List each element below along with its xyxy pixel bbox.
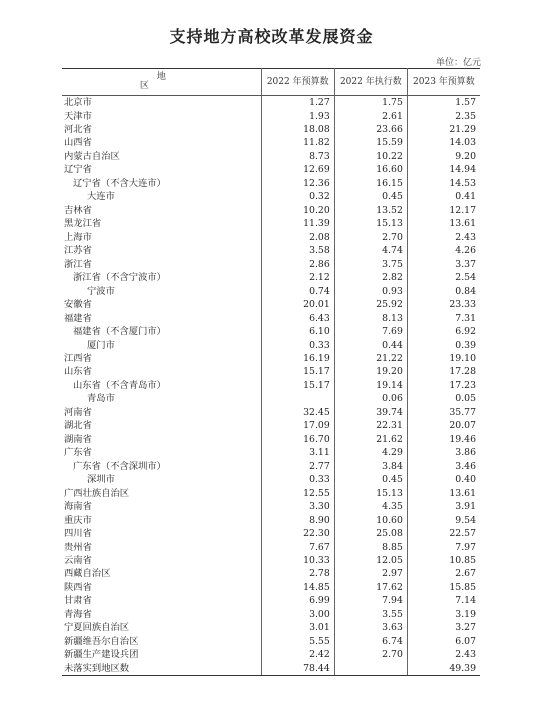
table-row [62, 514, 480, 527]
budget-2022-cell: 0.74 [261, 285, 334, 298]
table-row [62, 460, 480, 473]
actual-2022-cell: 8.13 [334, 312, 407, 325]
actual-2022-cell: 17.62 [334, 581, 407, 594]
table-row [62, 594, 480, 607]
region-cell: 湖北省 [62, 419, 261, 432]
budget-2023-cell: 3.86 [455, 447, 476, 459]
budget-2023-cell: 23.33 [449, 299, 476, 311]
table-row [62, 163, 480, 176]
region-cell: 宁夏回族自治区 [62, 621, 261, 634]
table-row [62, 567, 480, 580]
table-row [62, 365, 480, 378]
actual-2022-cell: 39.74 [334, 406, 407, 419]
budget-2023-cell: 9.20 [455, 150, 476, 162]
table-row [62, 540, 480, 553]
budget-2023-cell: 2.54 [455, 272, 476, 284]
table-row [62, 325, 480, 338]
budget-2022-cell: 18.08 [261, 123, 334, 136]
actual-2022-cell: 0.06 [334, 392, 407, 405]
table-row [62, 581, 480, 594]
budget-2023-cell: 49.39 [407, 662, 480, 676]
region-cell: 河南省 [62, 406, 261, 419]
budget-2022-cell: 1.27 [261, 96, 334, 110]
actual-2022-cell: 25.08 [334, 527, 407, 540]
budget-2023-cell: 35.77 [449, 406, 476, 418]
page-title: 支持地方高校改革发展资金 [169, 27, 374, 46]
region-cell: 山东省 [62, 365, 261, 378]
actual-2022-cell: 0.45 [334, 473, 407, 486]
budget-2023-cell: 2.35 [455, 110, 476, 122]
actual-2022-cell: 25.92 [334, 298, 407, 311]
table-row [62, 554, 480, 567]
budget-2023-cell: 15.85 [449, 581, 476, 593]
table-body [62, 96, 480, 676]
budget-2022-cell: 6.43 [261, 312, 334, 325]
budget-2023-cell: 0.39 [455, 339, 476, 351]
budget-2023-cell: 0.05 [455, 393, 476, 405]
budget-2022-cell: 14.85 [261, 581, 334, 594]
budget-2023-cell: 10.85 [449, 555, 476, 567]
actual-2022-cell: 2.82 [334, 271, 407, 284]
budget-2022-cell: 10.33 [261, 554, 334, 567]
budget-2022-cell: 10.20 [261, 204, 334, 217]
region-cell: 新疆维吾尔自治区 [62, 635, 261, 648]
actual-2022-cell: 10.60 [334, 514, 407, 527]
budget-2023-cell: 7.97 [455, 541, 476, 553]
budget-2022-cell: 11.39 [261, 217, 334, 230]
budget-2022-cell: 5.55 [261, 635, 334, 648]
table-row [62, 621, 480, 634]
actual-2022-cell: 19.14 [334, 379, 407, 392]
actual-2022-cell: 3.75 [334, 258, 407, 271]
region-cell: 江苏省 [62, 244, 261, 257]
region-cell: 内蒙古自治区 [62, 150, 261, 163]
budget-2022-cell: 12.55 [261, 487, 334, 500]
budget-2022-cell: 11.82 [261, 136, 334, 149]
budget-2023-cell: 3.91 [455, 501, 476, 513]
actual-2022-cell: 8.85 [334, 540, 407, 553]
budget-2022-cell: 6.10 [261, 325, 334, 338]
budget-2022-cell: 0.33 [261, 473, 334, 486]
table-row [62, 527, 480, 540]
table-row [62, 379, 480, 392]
budget-2022-cell: 8.73 [261, 150, 334, 163]
budget-2023-cell: 13.61 [449, 218, 476, 230]
budget-2023-cell: 6.92 [455, 326, 476, 338]
actual-2022-cell: 12.05 [334, 554, 407, 567]
actual-2022-cell [334, 662, 407, 676]
budget-2023-cell: 0.40 [455, 474, 476, 486]
header-2022-budget: 2022 年预算数 [261, 69, 334, 96]
table-row [62, 608, 480, 621]
actual-2022-cell: 2.70 [334, 231, 407, 244]
actual-2022-cell: 21.22 [334, 352, 407, 365]
actual-2022-cell: 16.15 [334, 177, 407, 190]
table-row [62, 217, 480, 230]
region-cell: 广东省（不含深圳市） [62, 460, 261, 473]
region-cell: 上海市 [62, 231, 261, 244]
region-cell: 海南省 [62, 500, 261, 513]
table-row [62, 338, 480, 351]
budget-2023-cell: 0.41 [455, 191, 476, 203]
budget-2022-cell: 0.32 [261, 190, 334, 203]
budget-2023-cell: 17.28 [449, 366, 476, 378]
actual-2022-cell: 6.74 [334, 635, 407, 648]
actual-2022-cell: 4.35 [334, 500, 407, 513]
actual-2022-cell: 2.70 [334, 648, 407, 661]
budget-2023-cell: 0.84 [455, 285, 476, 297]
budget-2023-cell: 14.03 [449, 137, 476, 149]
region-cell: 山西省 [62, 136, 261, 149]
budget-2022-cell: 22.30 [261, 527, 334, 540]
budget-2023-cell: 17.23 [449, 379, 476, 391]
budget-2022-cell: 15.17 [261, 379, 334, 392]
budget-2022-cell: 32.45 [261, 406, 334, 419]
budget-2022-cell: 12.36 [261, 177, 334, 190]
region-cell: 厦门市 [62, 338, 261, 351]
budget-2023-cell: 14.53 [449, 177, 476, 189]
region-cell: 重庆市 [62, 514, 261, 527]
table-row [62, 123, 480, 136]
region-cell: 云南省 [62, 554, 261, 567]
region-cell: 吉林省 [62, 204, 261, 217]
table-row [62, 419, 480, 432]
actual-2022-cell: 21.62 [334, 433, 407, 446]
table-row [62, 177, 480, 190]
budget-2022-cell: 16.19 [261, 352, 334, 365]
budget-2022-cell: 20.01 [261, 298, 334, 311]
region-cell: 浙江省 [62, 258, 261, 271]
table-row [62, 150, 480, 163]
actual-2022-cell: 3.84 [334, 460, 407, 473]
table-row [62, 244, 480, 257]
budget-2022-cell: 2.78 [261, 567, 334, 580]
region-cell: 青岛市 [62, 392, 261, 405]
table-row [62, 136, 480, 149]
region-cell: 江西省 [62, 352, 261, 365]
table-row [62, 662, 480, 676]
budget-2022-cell: 12.69 [261, 163, 334, 176]
budget-2022-cell: 0.33 [261, 338, 334, 351]
region-cell: 深圳市 [62, 473, 261, 486]
region-cell: 河北省 [62, 123, 261, 136]
budget-2022-cell: 2.12 [261, 271, 334, 284]
actual-2022-cell: 23.66 [334, 123, 407, 136]
budget-2022-cell: 6.99 [261, 594, 334, 607]
region-cell: 宁波市 [62, 285, 261, 298]
budget-2022-cell: 3.30 [261, 500, 334, 513]
budget-2022-cell: 16.70 [261, 433, 334, 446]
table-row [62, 352, 480, 365]
actual-2022-cell: 0.93 [334, 285, 407, 298]
table-row [62, 500, 480, 513]
budget-2022-cell: 2.08 [261, 231, 334, 244]
budget-2023-cell: 21.29 [449, 124, 476, 136]
actual-2022-cell: 0.44 [334, 338, 407, 351]
region-cell: 陕西省 [62, 581, 261, 594]
budget-2023-cell: 19.10 [449, 352, 476, 364]
budget-2023-cell: 2.43 [455, 649, 476, 661]
budget-2023-cell: 12.17 [449, 204, 476, 216]
actual-2022-cell: 2.61 [334, 109, 407, 122]
header-region: 地 区 [62, 69, 261, 96]
actual-2022-cell: 1.75 [334, 96, 407, 110]
budget-2022-cell: 2.77 [261, 460, 334, 473]
table-row [62, 258, 480, 271]
budget-2023-cell: 2.43 [455, 231, 476, 243]
budget-2022-cell: 1.93 [261, 109, 334, 122]
region-cell: 浙江省（不含宁波市） [62, 271, 261, 284]
table-row [62, 96, 480, 110]
budget-2023-cell: 22.57 [449, 528, 476, 540]
actual-2022-cell: 19.20 [334, 365, 407, 378]
region-cell: 安徽省 [62, 298, 261, 311]
budget-2023-cell: 6.07 [455, 635, 476, 647]
region-cell: 辽宁省 [62, 163, 261, 176]
region-cell: 青海省 [62, 608, 261, 621]
budget-2023-cell: 4.26 [455, 245, 476, 257]
table-row [62, 109, 480, 122]
budget-2023-cell: 3.46 [455, 460, 476, 472]
actual-2022-cell: 15.13 [334, 217, 407, 230]
region-cell: 甘肃省 [62, 594, 261, 607]
table-row [62, 204, 480, 217]
region-cell: 福建省（不含厦门市） [62, 325, 261, 338]
header-2022-actual: 2022 年执行数 [334, 69, 407, 96]
actual-2022-cell: 2.97 [334, 567, 407, 580]
table-row [62, 312, 480, 325]
region-cell: 广东省 [62, 446, 261, 459]
table-row [62, 635, 480, 648]
region-cell: 湖南省 [62, 433, 261, 446]
table-row [62, 473, 480, 486]
actual-2022-cell: 16.60 [334, 163, 407, 176]
funding-table [62, 68, 480, 676]
budget-2023-cell: 1.57 [455, 97, 476, 109]
budget-2023-cell: 7.31 [455, 312, 476, 324]
table-header-row [62, 69, 480, 96]
actual-2022-cell: 3.63 [334, 621, 407, 634]
region-cell: 北京市 [62, 96, 261, 110]
budget-2023-cell: 7.14 [455, 595, 476, 607]
budget-2022-cell: 2.42 [261, 648, 334, 661]
region-cell: 贵州省 [62, 540, 261, 553]
table-row [62, 231, 480, 244]
budget-2022-cell: 3.00 [261, 608, 334, 621]
region-cell: 福建省 [62, 312, 261, 325]
region-cell: 山东省（不含青岛市） [62, 379, 261, 392]
budget-2022-cell: 8.90 [261, 514, 334, 527]
actual-2022-cell: 10.22 [334, 150, 407, 163]
actual-2022-cell: 15.13 [334, 487, 407, 500]
region-cell: 黑龙江省 [62, 217, 261, 230]
table-row [62, 406, 480, 419]
actual-2022-cell: 7.69 [334, 325, 407, 338]
table-row [62, 298, 480, 311]
table-row [62, 433, 480, 446]
budget-2023-cell: 3.19 [455, 608, 476, 620]
region-cell: 广西壮族自治区 [62, 487, 261, 500]
header-2023-budget: 2023 年预算数 [407, 69, 480, 96]
table-row [62, 446, 480, 459]
budget-2023-cell: 19.46 [449, 433, 476, 445]
budget-2022-cell: 3.58 [261, 244, 334, 257]
budget-2023-cell: 3.27 [455, 622, 476, 634]
budget-2023-cell: 3.37 [455, 258, 476, 270]
actual-2022-cell: 3.55 [334, 608, 407, 621]
actual-2022-cell: 0.45 [334, 190, 407, 203]
budget-2022-cell: 15.17 [261, 365, 334, 378]
budget-2022-cell: 3.01 [261, 621, 334, 634]
region-cell: 新疆生产建设兵团 [62, 648, 261, 661]
table-row [62, 190, 480, 203]
region-cell: 四川省 [62, 527, 261, 540]
actual-2022-cell: 7.94 [334, 594, 407, 607]
region-cell: 未落实到地区数 [62, 662, 261, 676]
budget-2023-cell: 2.67 [455, 568, 476, 580]
actual-2022-cell: 22.31 [334, 419, 407, 432]
budget-2023-cell: 13.61 [449, 487, 476, 499]
region-cell: 大连市 [62, 190, 261, 203]
actual-2022-cell: 4.29 [334, 446, 407, 459]
unit-label: 单位：亿元 [435, 58, 481, 68]
budget-2022-cell: 7.67 [261, 540, 334, 553]
budget-2023-cell: 20.07 [449, 420, 476, 432]
budget-2022-cell: 2.86 [261, 258, 334, 271]
budget-2022-cell: 17.09 [261, 419, 334, 432]
budget-2022-cell: 3.11 [261, 446, 334, 459]
budget-2023-cell: 14.94 [449, 164, 476, 176]
region-cell: 辽宁省（不含大连市） [62, 177, 261, 190]
actual-2022-cell: 15.59 [334, 136, 407, 149]
table-row [62, 487, 480, 500]
budget-2023-cell: 9.54 [455, 514, 476, 526]
region-cell: 西藏自治区 [62, 567, 261, 580]
table-row [62, 271, 480, 284]
actual-2022-cell: 13.52 [334, 204, 407, 217]
region-cell: 天津市 [62, 109, 261, 122]
table-row [62, 648, 480, 661]
budget-2022-cell [261, 392, 334, 405]
actual-2022-cell: 4.74 [334, 244, 407, 257]
table-row [62, 285, 480, 298]
table-row [62, 392, 480, 405]
budget-2022-cell: 78.44 [261, 662, 334, 676]
